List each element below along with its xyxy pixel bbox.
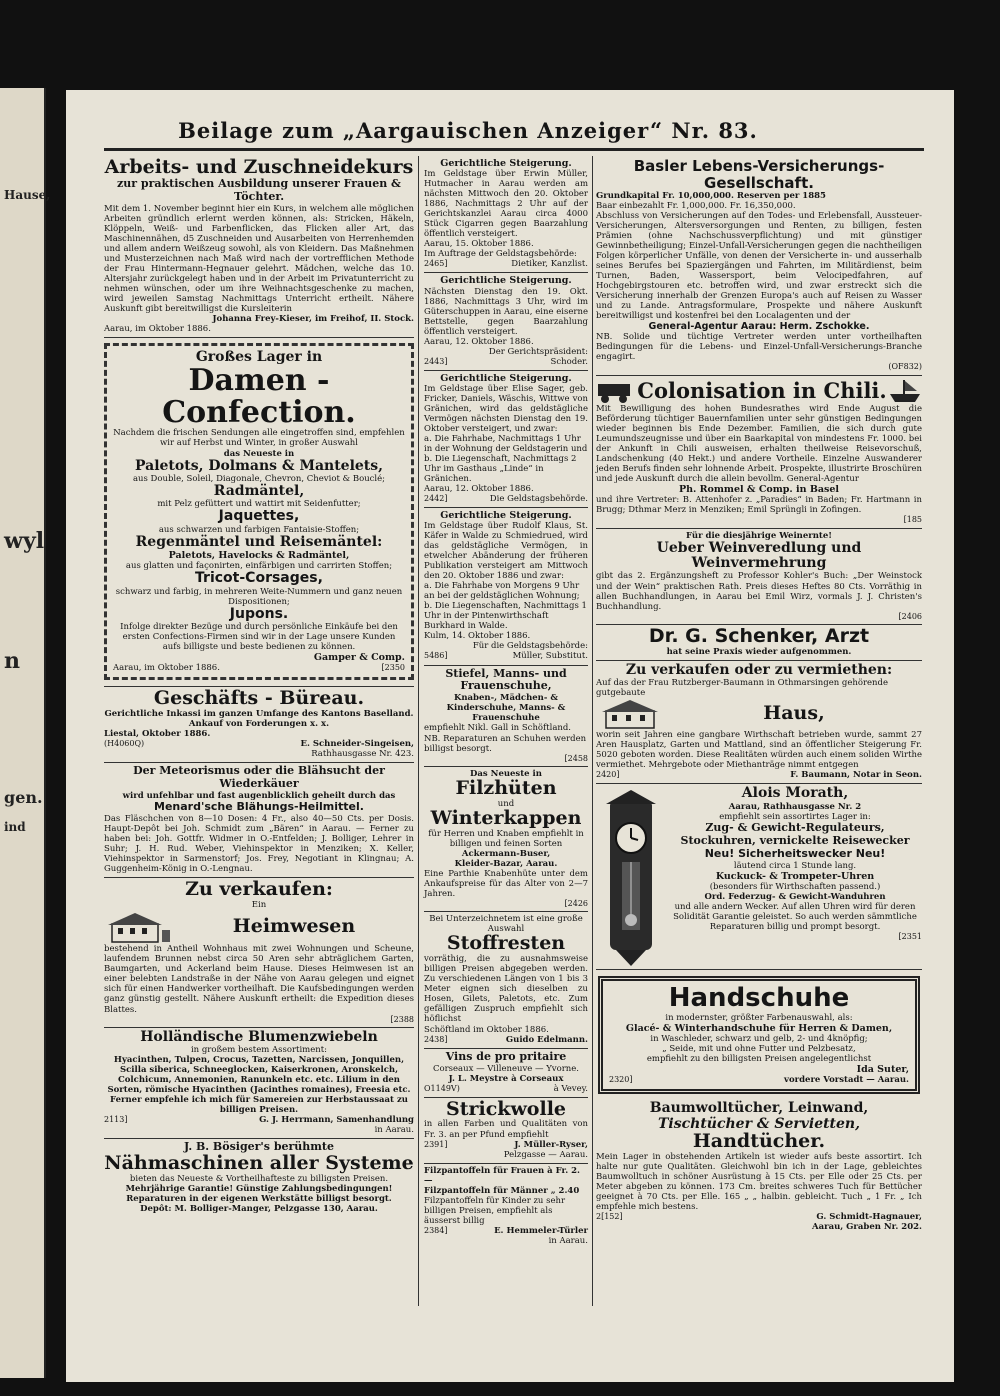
ad-line: empfiehlt sein assortirtes Lager in: [719, 811, 871, 822]
ad-title: Arbeits- und Zuschneidekurs [104, 156, 414, 178]
ad-top: Großes Lager in [195, 349, 323, 366]
ad-line: in großem bestem Assortiment: [190, 1045, 328, 1056]
ad-title: Colonisation in Chili. [637, 377, 887, 403]
ad-filzpantoffeln [424, 1164, 588, 1249]
ad-line: Grundkapital Fr. 10,000,000. Reserven per 1885 [596, 191, 826, 201]
ad-line: mit Pelz gefüttert und wattirt mit Seidenfutter; [157, 499, 361, 510]
notice-steigerung-4 [424, 508, 588, 665]
ad-title: Damen - Confection. [162, 363, 356, 430]
ad-name: J. Müller-Ryser, [514, 1139, 588, 1150]
ad-line: NB. Solide und tüchtige Vertreter werden unter vortheilhaften Bedingungen für die Lebens- und Einzel-Unfall-Versicherungs-Branche engagirt. [596, 332, 922, 363]
ad-title: Handschuhe [668, 983, 850, 1014]
ad-date: Aarau, im Oktober 1886. [104, 324, 211, 335]
ad-line: Filzpantoffeln für Kinder zu sehr billigen Preisen, empfiehlt als äusserst billig [424, 1195, 566, 1226]
ad-firm: Kleider-Bazar, Aarau. [454, 858, 558, 869]
ad-naehmaschinen [104, 1139, 414, 1217]
ad-filzhueten [424, 767, 588, 912]
notice-sign: Die Geldstagsbehörde. [489, 494, 588, 505]
column-rule [418, 156, 419, 1306]
notice-steigerung-3 [424, 371, 588, 508]
ad-product: Haus, [763, 702, 825, 725]
ship-icon [888, 378, 922, 404]
ad-line: das Neueste in [223, 448, 295, 459]
ad-line: Ord. Federzug- & Gewicht-Wanduhren [704, 892, 886, 902]
ad-title: Der Meteorismus oder die Blähsucht der Wiederkäuer [133, 764, 385, 791]
notice-steigerung-1 [424, 156, 588, 273]
ad-line: (besonders für Wirthschaften passend.) [709, 881, 881, 892]
ad-code: 2391] [424, 1139, 448, 1149]
notice-date: Kulm, 14. Oktober 1886. [424, 631, 531, 642]
ad-line: Ein [251, 900, 267, 911]
notice-sign: Für die Geldstagsbehörde: [472, 641, 588, 652]
ad-code: (H4060Q) [104, 739, 145, 749]
ad-line: und ihre Vertreter: B. Attenhofer z. „Paradies“ in Baden; Fr. Hartmann in Brugg; Dthmar Merz in Menziken; Emil Sprüngli in Zofingen. [596, 495, 922, 516]
ad-morath-uhren [596, 784, 922, 970]
ad-name: E. Hemmeler-Türler [494, 1225, 588, 1236]
ad-title: Handtücher. [692, 1130, 826, 1152]
ad-product: Regenmäntel und Reisemäntel: [135, 533, 383, 550]
ad-line: Infolge direkter Bezüge und durch persönliche Einkäufe bei den ersten Confections-Firmen sind wir in der Lage unsere Kunden aufs billigste und beste bedienen zu können. [120, 622, 398, 653]
notice-name: Müller, Substitut. [512, 651, 588, 662]
ad-line: schwarz und farbig, in mehreren Weite-Nummern und ganz neuen Dispositionen; [115, 586, 403, 607]
ad-product: Jupons. [229, 605, 289, 622]
ad-damen-confection [104, 338, 414, 687]
ad-body: empfiehlt Nikl. Gall in Schöftland. [424, 723, 572, 734]
ad-title: Basler Lebens-Versicherungs-Gesellschaft. [633, 157, 885, 192]
ad-code: 2[152] [596, 1212, 623, 1222]
ad-line: aus Double, Soleil, Diagonale, Chevron, Cheviot & Bouclé; [132, 473, 386, 484]
ad-place: in Aarau. [374, 1125, 414, 1136]
ad-title: Alois Morath, [741, 785, 849, 802]
ad-top: Auf das der Frau Rutzberger-Baumann in Othmarsingen gehörende gutgebaute [596, 678, 889, 699]
ad-name: E. Schneider-Singeisen, [300, 739, 414, 750]
ad-code: [185 [903, 515, 922, 525]
ad-line: Ankauf von Forderungen x. x. [188, 719, 330, 730]
notice-title: Gerichtliche Steigerung. [440, 510, 572, 522]
notice-body: Im Geldstage über Erwin Müller, Hutmacher in Aarau werden am nächsten Mittwoch den 20. Oktober 1886, Nachmittags 2 Uhr auf der Gerichtskanzlei Aarau circa 4000 Stück Cigarren gegen Baarzahlung öffentlich versteigert. [424, 169, 588, 240]
ad-basler-versicherung [596, 156, 922, 376]
ad-name: Ida Suter, [856, 1064, 909, 1075]
notice-date: Aarau, 12. Oktober 1886. [424, 484, 534, 495]
ad-vins [424, 1049, 588, 1098]
notice-body: Nächsten Dienstag den 19. Okt. 1886, Nachmittags 3 Uhr, wird im Güterschuppen in Aarau, eine eiserne Bettstelle, gegen Baarzahlung öffentlich versteigert. [424, 286, 588, 337]
ad-line: und [497, 798, 515, 809]
ad-title: Nähmaschinen aller Systeme [104, 1152, 414, 1175]
house-illustration-icon [104, 910, 174, 944]
ad-code: [2350 [381, 663, 405, 673]
ad-name: F. Baumann, Notar in Seon. [790, 770, 922, 781]
ad-subtitle: zur praktischen Ausbildung unserer Frauen & Töchter. [117, 176, 401, 203]
ad-title: Ueber Weinveredlung und Weinvermehrung [656, 539, 862, 572]
ad-geschaefts-bureau [104, 687, 414, 763]
ad-line: Filzpantoffeln für Frauen à Fr. 2.— [424, 1165, 581, 1186]
ad-handschuhe [596, 970, 922, 1099]
ad-title: Geschäfts - Büreau. [153, 687, 365, 710]
ad-colonisation-chili [596, 376, 922, 529]
ad-code: 5486] [424, 651, 448, 661]
wagon-icon [596, 378, 636, 404]
ad-top: Bei Unterzeichnetem ist eine große Auswahl [429, 914, 583, 935]
notice-title: Gerichtliche Steigerung. [440, 275, 572, 287]
adjacent-page-strip [0, 88, 51, 1378]
ad-line: „ Seide, mit und ohne Futter und Pelzbesatz, [662, 1043, 856, 1054]
masthead-rule [104, 148, 924, 151]
ad-title: Baumwolltücher, Leinwand, [649, 1100, 869, 1117]
ad-name: Guido Edelmann. [505, 1034, 588, 1045]
ad-line: wird unfehlbar und fast augenblicklich geheilt durch das [122, 791, 396, 802]
ad-line: aus glatten und façonirten, einfärbigen und carrirten Stoffen; [125, 561, 393, 572]
column-rule [592, 156, 593, 1306]
ad-code: 2384] [424, 1225, 448, 1235]
ad-body: bestehend in Antheil Wohnhaus mit zwei Wohnungen und Scheune, laufendem Brunnen nebst circa 50 Aren sehr abträglichem Garten, Baumgarten, und Ackerland beim Hause. Dieses Heimwesen ist an einer belebten Landstraße in der Nähe von Aarau gelegen und eignet sich für einen Handwerker vortheilhaft. Die Kaufsbedingungen werden ganz günstig gestellt. Nähere Auskunft ertheilt: die Expedition dieses Blattes. [104, 944, 414, 1015]
ad-product: Jaquettes, [218, 508, 300, 525]
ad-line: Mehrjährige Garantie! Günstige Zahlungsbedingungen! [125, 1184, 393, 1195]
notice-title: Gerichtliche Steigerung. [440, 372, 572, 384]
ad-firm: Gamper & Comp. [313, 652, 405, 664]
ad-code: O1149V) [424, 1083, 460, 1093]
ad-haus [596, 661, 922, 785]
ad-title: Tischtücher & Servietten, [658, 1115, 860, 1132]
notice-body: Im Geldstage über Elise Sager, geb. Fricker, Daniels, Wäschis, Wittwe von Gränichen, wird das geldstägliche Vermögen nächsten Dienstag den 19. Oktober versteigert, und zwar: [424, 383, 588, 434]
ad-schenker [596, 625, 922, 661]
strip-fragment: n [4, 648, 20, 674]
ad-code: 2420] [596, 770, 620, 780]
notice-item: a. Die Fahrhabe, Nachmittags 1 Uhr in der Wohnung der Geldstagerin und [424, 433, 588, 454]
ad-address: Aarau, Graben Nr. 202. [811, 1222, 922, 1233]
ad-line: in modernster, größter Farbenauswahl, als: [665, 1012, 853, 1023]
ad-address: Pelzgasse — Aarau. [503, 1149, 588, 1160]
ad-body: Abschluss von Versicherungen auf den Todes- und Erlebensfall, Aussteuer-Versicherungen, Altersversorgungen und Renten, zu billigen, festen Prämien (ohne Nachschussverpflichtung) und mit günstiger Gewinnbetheiligung; Einzel-Unfall-Versicherungen gegen die nachtheiligen Folgen körperlicher Unfälle, von denen der Versicherte in- und ausserhalb seines Berufes bei Spaziergängen und Fahrten, im Militärdienst, beim Turnen, Baden, Wassersport, beim Velocipedfahren, auf Hochgebirgstouren etc. betroffen wird, und zwar erstreckt sich die Versicherung innerhalb der Grenzen Europa's auch auf Reisen zu Wasser und zu Lande. Antragsformulare, Prospekte und nähere Auskunft bereitwilligst und kostenfrei bei den Localagenten und der [596, 211, 922, 322]
ad-meteorismus [104, 763, 414, 878]
ad-product: Paletots, Dolmans & Mantelets, [134, 457, 384, 474]
ad-address: Rathhausgasse Nr. 423. [311, 749, 414, 760]
ad-code: 2442] [424, 494, 448, 504]
ad-place: in Aarau. [548, 1235, 588, 1246]
ad-line: à Vevey. [553, 1083, 588, 1094]
ad-title: Zu verkaufen oder zu vermiethen: [625, 661, 893, 678]
notice-item: b. Die Liegenschaften, Nachmittags 1 Uhr in der Pintenwirthschaft Burkhard in Walde. [424, 601, 587, 632]
ad-line: Eine Parthie Knabenhüte unter dem Ankaufspreise für das Alter von 2—7 Jahren. [424, 868, 588, 899]
ad-blumenzwiebeln [104, 1028, 414, 1140]
ad-agent: General-Agentur Aarau: Herm. Zschokke. [648, 321, 870, 333]
notice-name: Schoder. [550, 356, 588, 367]
ad-code: 2443] [424, 356, 448, 366]
ad-body: Hyacinthen, Tulpen, Crocus, Tazetten, Narcissen, Jonquillen, Scilla siberica, Schneeglocken, Kaiserkronen, Aronskelch, Colchicum, Annemonien, Ranunkeln etc. etc. Lilium in den Sorten, römische Hyacinthen (Jacinthes romaines), Freesia etc. Ferner empfehle ich mich für Samereien zur Herbstaussaat zu billigen Preisen. [107, 1055, 411, 1116]
ad-top: Für die diesjährige Weinernte! [686, 530, 832, 541]
ad-body: gibt das 2. Ergänzungsheft zu Professor Kohler's Buch: „Der Weinstock und der Wein“ praktischen Rath. Preis dieses Heftes 80 Cts. Vorräthig in allen Buchhandlungen, in Aarau bei Emil Wirz, vormals J. J. Christen's Buchhandlung. [596, 571, 922, 612]
ad-code: [2458 [564, 753, 588, 763]
ad-title: Strickwolle [445, 1097, 566, 1120]
ad-firm: Ackermann-Buser, [461, 848, 551, 859]
ad-address: vordere Vorstadt — Aarau. [784, 1075, 909, 1086]
ad-line: Depôt: M. Bolliger-Manger, Pelzgasse 130, Aarau. [140, 1204, 378, 1215]
ad-top: J. B. Bösiger's berühmte [183, 1140, 335, 1154]
ad-line: NB. Reparaturen an Schuhen werden billigst besorgt. [424, 733, 587, 754]
ad-body: vorräthig, die zu ausnahmsweise billigen Preisen abgegeben werden. Zu verschiedenen Längen von 1 bis 3 Meter eignen sich dieselben zu Hosen, Gilets, Paletots, etc. Zum gefälligen Zuspruch empfiehlt sich höflichst [424, 954, 588, 1025]
ad-signature: Johanna Frey-Kieser, im Freihof, II. Stock. [212, 314, 414, 325]
ad-code: [2351 [898, 932, 922, 942]
ad-intro: Nachdem die frischen Sendungen alle eingetroffen sind, empfehlen wir auf Herbst und Winter, in großer Auswahl [113, 428, 405, 449]
ad-body: Das Fläschchen von 8—10 Dosen: 4 Fr., also 40—50 Cts. per Dosis. Haupt-Depôt bei Joh. Schmidt zum „Bären“ in Aarau. — Ferner zu haben bei: Joh. Gottfr. Widmer in O.-Entfelden; J. Bolliger, Lehrer in Suhr; J. H. Rud. Weber, Viehinspektor in Menziken; X. Keller, Viehinspektor in Sarmenstorf; Jos. Frey, Negotiant in Klingnau; A. Guggenheim-König in O.-Lengnau. [104, 814, 414, 875]
strip-fragment: wyl [4, 528, 45, 554]
ad-name: G. J. Herrmann, Samenhandlung [259, 1115, 414, 1126]
ad-body: Mein Lager in obstehenden Artikeln ist wieder aufs beste assortirt. Ich halte nur gute Qualitäten. Gleichwohl bin ich in der Lage, gebleichtes Baumwolltuch in schöner Ausrüstung à 15 Cts. per Elle oder 25 Cts. per Meter abgeben zu können. 173 Cm. breites schweres Tuch für Bettücher geeignet à 70 Cts. per Elle. 165 „ „ halbin. gebleicht. Tuch „ 1 Fr. „ Ich empfehle mich bestens. [596, 1151, 922, 1213]
ad-code: 2438] [424, 1034, 448, 1044]
notice-date: Aarau, 15. Oktober 1886. [424, 239, 534, 250]
ad-date: Liestal, Oktober 1886. [104, 729, 211, 740]
ad-line: läutend circa 1 Stunde lang. [733, 860, 857, 871]
ad-baumwolltuecher [596, 1099, 922, 1235]
notice-sign: Der Gerichtspräsident: [488, 346, 588, 357]
ad-line: empfiehlt zu den billigsten Preisen angelegentlichst [646, 1053, 872, 1064]
ad-line: Baar einbezahlt Fr. 1,000,000. Fr. 16,350,000. [596, 201, 796, 212]
ad-line: Gerichtliche Inkassi im ganzen Umfange des Kantons Baselland. [104, 709, 414, 720]
ad-code: [2388 [390, 1014, 414, 1024]
ad-product: Radmäntel, [213, 482, 305, 499]
ad-stoffresten [424, 912, 588, 1048]
ad-title: Stiefel, Manns- und Frauenschuhe, [445, 666, 567, 693]
notice-sign: Im Auftrage der Geldstagsbehörde: [424, 249, 577, 260]
ad-line: Stockuhren, vernickelte Reisewecker [680, 833, 910, 847]
ad-date: Schöftland im Oktober 1886. [424, 1024, 549, 1035]
ad-line: Paletots, Havelocks & Radmäntel, [168, 550, 350, 562]
notice-item: b. Die Liegenschaft, Nachmittags 2 Uhr im Gasthaus „Linde“ in Gränichen. [424, 454, 577, 485]
ad-line: Zug- & Gewicht-Regulateurs, [705, 820, 885, 834]
notice-steigerung-2 [424, 273, 588, 370]
column-2 [424, 156, 588, 1249]
ad-address: Aarau, Rathhausgasse Nr. 2 [728, 801, 862, 812]
ad-body: worin seit Jahren eine gangbare Wirthschaft betrieben wurde, sammt 27 Aren Hausplatz, Garten und Mattland, sind an öffentlicher Steigerung Fr. 5020 geboten worden. Diese Realitäten würden auch einem soliden Wirthe vermiethet. Mehrgebote oder Miethanträge nimmt entgegen [596, 730, 922, 771]
ad-arbeitskurs [104, 156, 414, 338]
ad-line: Glacé- & Winterhandschuhe für Herren & Damen, [625, 1022, 893, 1034]
ad-line: Corseaux — Villeneuve — Yvorne. [432, 1063, 579, 1074]
ad-title: Stoffresten [446, 932, 566, 955]
column-1 [104, 156, 414, 1217]
ad-line: Filzpantoffeln für Männer „ 2.40 [424, 1185, 580, 1196]
ad-line: Neu! Sicherheitswecker Neu! [704, 846, 886, 860]
ad-line: aus schwarzen und farbigen Fantaisie-Stoffen; [158, 524, 360, 535]
ad-stiefel [424, 666, 588, 767]
ad-product: Menard'sche Blähungs-Heilmittel. [154, 800, 364, 814]
ad-body: in allen Farben und Qualitäten von Fr. 3. an per Pfund empfiehlt [424, 1119, 588, 1140]
notice-item: a. Die Fahrhabe von Morgens 9 Uhr an bei der geldstäglichen Wohnung; [424, 581, 580, 602]
strip-fragment: ind [4, 820, 26, 834]
ad-line: bieten das Neueste & Vortheilhafteste zu billigsten Preisen. [129, 1174, 389, 1185]
ad-code: [2426 [564, 898, 588, 908]
ad-code: 2465] [424, 259, 448, 269]
notice-title: Gerichtliche Steigerung. [440, 158, 572, 169]
ad-code: [2406 [898, 611, 922, 621]
ad-title: Zu verkaufen: [185, 878, 333, 901]
notice-date: Aarau, 12. Oktober 1886. [424, 336, 534, 347]
ad-top: Das Neueste in [470, 768, 542, 779]
ad-product: Heimwesen [232, 915, 356, 938]
ad-code: (OF832) [888, 362, 922, 372]
ad-title: Dr. G. Schenker, Arzt [648, 624, 870, 647]
ad-line: Reparaturen in der eigenen Werkstätte billigst besorgt. [126, 1194, 392, 1205]
column-3 [596, 156, 922, 1235]
ad-line: hat seine Praxis wieder aufgenommen. [666, 646, 852, 657]
wall-clock-icon [600, 790, 662, 968]
ad-title: Vins de pro pritaire [445, 1049, 567, 1063]
ad-zu-verkaufen [104, 878, 414, 1028]
house-illustration-icon [596, 698, 666, 730]
ad-weinveredlung [596, 529, 922, 625]
ad-agent: Ph. Rommel & Comp. in Basel [678, 484, 840, 496]
ad-title: Filzhüten [455, 776, 557, 799]
ad-name: G. Schmidt-Hagnauer, [816, 1212, 922, 1223]
ad-body: Mit dem 1. November beginnt hier ein Kurs, in welchem alle möglichen Arbeiten gründlich erlernt werden können, als: Stricken, Häkeln, Klöppeln, Weiß- und Farbenflicken, das Flicken aller Art, das Maschinennähen, d5 Zuschneiden und Ausarbeiten von Herrenhemden und allem andern Weißzeug sowohl, als von Kleidern. Das Maßnehmen und Musterzeichnen nach Maß wird nach der vortrefflichen Methode der Frau Hintermann-Hegnauer gelehrt. Mädchen, welche das 10. Altersjahr zurückgelegt haben und in der Arbeit im Privatunterricht zu nehmen wünschen, oder um ihre Weihnachtsgeschenke zu machen, wird jeweilen Samstag Nachmittags Unterricht ertheilt. Nähere Auskunft gibt bereitwilligst die Kursleiterin [104, 203, 414, 315]
ad-product: Tricot-Corsages, [195, 570, 323, 587]
notice-body: Im Geldstage über Rudolf Klaus, St. Käfer in Walde zu Schmiedrued, wird das geldstägliche Vermögen, in etwelcher Abänderung der früheren Publikation versteigert am Mittwoch den 20. Oktober 1886 und zwar: [424, 521, 588, 582]
ad-line: und alle andern Wecker. Auf allen Uhren wird für deren Solidität Garantie geleistet. So auch werden sämmtliche Reparaturen billig und prompt besorgt. [673, 902, 917, 933]
strip-fragment: Hause, [4, 188, 51, 202]
ad-title: Winterkappen [430, 806, 582, 829]
ad-body: Mit Bewilligung des hohen Bundesrathes wird Ende August die Beförderung tüchtiger Bauernfamilien unter sehr günstigen Bedingungen wieder beginnen bis Ende Dezember. Familien, die sich durch gute Leumundszeugnisse und über ein Baarkapital von mindestens Fr. 1000. bei der Ankunft in Chili ausweisen, erhalten theilweise Reisevorschuß, Landschenkung (40 Hekt.) und andere Vortheile. Einzelne Auswanderer jeden Berufs finden sehr lohnende Arbeit. Prospekte, illustrirte Broschüren und jede Auskunft durch die allein bevollm. General-Agentur [596, 403, 922, 484]
masthead: Beilage zum „Aargauischen Anzeiger“ Nr. 83. [178, 118, 758, 143]
strip-fragment: gen. [4, 788, 43, 807]
ad-strickwolle [424, 1098, 588, 1164]
ad-code: 2320] [609, 1075, 633, 1085]
ad-line: Knaben-, Mädchen- & Kinderschuhe, Manns- & Frauenschuhe [446, 693, 566, 724]
ad-body: für Herren und Knaben empfiehlt in billigen und feinen Sorten [428, 828, 584, 849]
ad-line: Kuckuck- & Trompeter-Uhren [715, 870, 875, 882]
ad-line: in Waschleder, schwarz und gelb, 2- und 4knöpfig; [650, 1033, 868, 1044]
ad-title: Holländische Blumenzwiebeln [140, 1028, 378, 1045]
ad-line: J. L. Meystre à Corseaux [448, 1073, 564, 1084]
notice-name: Dietiker, Kanzlist. [511, 259, 588, 270]
ad-code: 2113] [104, 1115, 128, 1125]
ad-date: Aarau, im Oktober 1886. [113, 663, 220, 674]
